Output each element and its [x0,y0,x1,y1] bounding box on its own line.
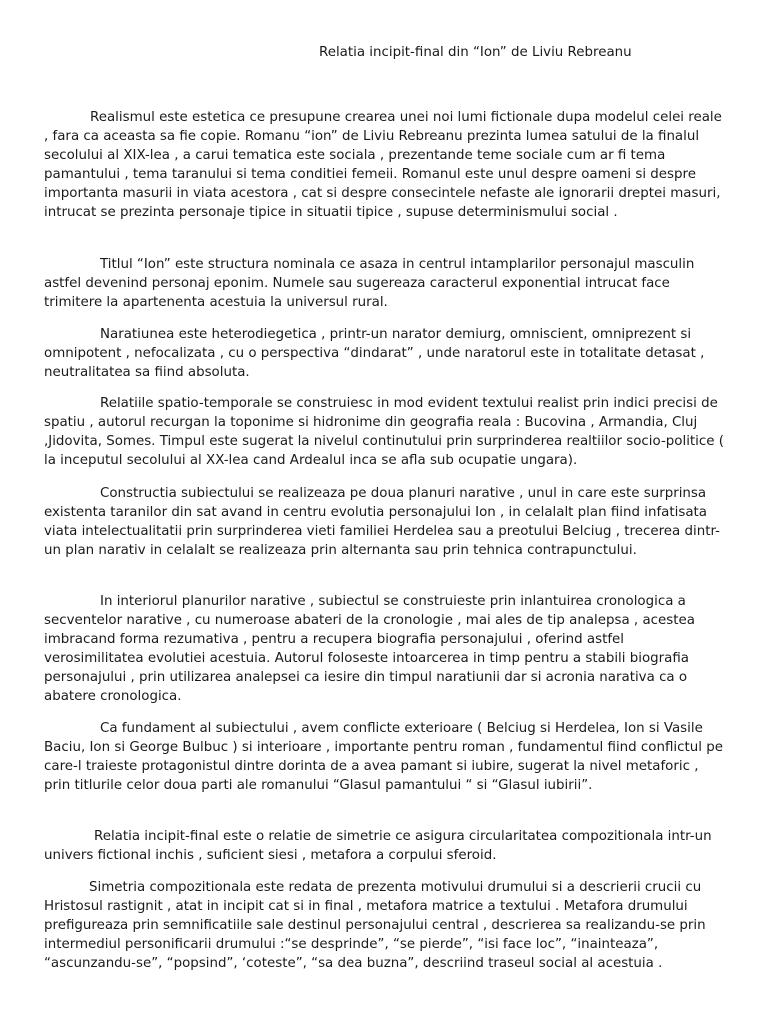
paragraph-narrative-plans: In interiorul planurilor narative , subiectul se construieste prin inlantuirea cronologica a secventelor narative , cu numeroase abateri de la cronologie , mai ales de tip analepsa , acestea imbracand forma rezumativa , pentru a recupera biografia personajului , oferind astfel verosimilitatea evolutiei acestuia. Autorul foloseste intoarcerea in timp pentru a stabili biografia personajului , prin utilizarea analepsei ca iesire din timpul naratiunii dar si acronia narativa ca o abatere cronologica. [44,594,695,704]
paragraph-incipit-final: Relatia incipit-final este o relatie de simetrie ce asigura circularitatea compozitionala intr-un univers fictional inchis , suficient siesi , metafora a corpului sferoid. [44,829,712,863]
document-title: Relatia incipit-final din “Ion” de Liviu Rebreanu [319,45,632,60]
paragraph-conflicts: Ca fundament al subiectului , avem conflicte exterioare ( Belciug si Herdelea, Ion si Vasile Baciu, Ion si George Bulbuc ) si interioare , importante pentru roman , fundamentul fiind conflictul pe care-l traieste protagonistul dintre dorinta de a avea pamant si iubire, sugerat la nivel metaforic , prin titlurile celor doua parti ale romanului “Glasul pamantului “ si “Glasul iubirii”. [44,721,723,793]
paragraph-title-analysis: Titlul “Ion” este structura nominala ce asaza in centrul intamplarilor personajul masculin astfel devenind personaj eponim. Numele sau sugereaza caracterul exponential intrucat face trimitere la apartenenta acestuia la universul rural. [44,257,695,310]
paragraph-symmetry: Simetria compozitionala este redata de prezenta motivului drumului si a descrierii crucii cu Hristosul rastignit , atat in incipit cat si in final , metafora matrice a textului . Metafora drumului prefigureaza prin semnificatiile sale destinul personajului central , descrierea sa realizandu-se prin intermediul personificarii drumului :“se desprinde”, “se pierde”, “isi face loc”, “inainteaza”, “ascunzandu-se”, “popsind”, ‘coteste”, “sa dea buzna”, descriind traseul social al acestuia . [44,880,706,971]
paragraph-intro: Realismul este estetica ce presupune crearea unei noi lumi fictionale dupa modelul celei reale , fara ca aceasta sa fie copie. Romanu “ion” de Liviu Rebreanu prezinta lumea satului de la finalul secolului al XIX-lea , a carui tematica este sociala , prezentande teme sociale cum ar fi tema pamantului , tema taranului si tema conditiei femeii. Romanul este unul despre oameni si despre importanta masurii in viata acestora , cat si despre consecintele nefaste ale ignorarii dreptei masuri, intrucat se prezinta personaje tipice in situatii tipice , supuse determinismului social . [44,110,722,220]
paragraph-narration: Naratiunea este heterodiegetica , printr-un narator demiurg, omniscient, omniprezent si omnipotent , nefocalizata , cu o perspectiva “dindarat” , unde naratorul este in totalitate detasat , neutralitatea sa fiind absoluta. [44,327,705,380]
paragraph-subject-construction: Constructia subiectului se realizeaza pe doua planuri narative , unul in care este surprinsa existenta taranilor din sat avand in centru evolutia personajului Ion , in celalalt plan fiind infatisata viata intelectualitatii prin surprinderea vieti familiei Herdelea sau a preotului Belciug , trecerea dintr-un plan narativ in celalalt se realizeaza prin alternanta sau prin tehnica contrapunctului. [44,486,720,558]
paragraph-space-time: Relatiile spatio-temporale se construiesc in mod evident textului realist prin indici precisi de spatiu , autorul recurgan la toponime si hidronime din geografia reala : Bucovina , Armandia, Cluj ,Jidovita, Somes. Timpul este sugerat la nivelul continutului prin surprinderea realtiilor socio-politice ( la inceputul secolului al XX-lea cand Ardealul inca se afla sub ocupatie ungara). [44,396,724,468]
